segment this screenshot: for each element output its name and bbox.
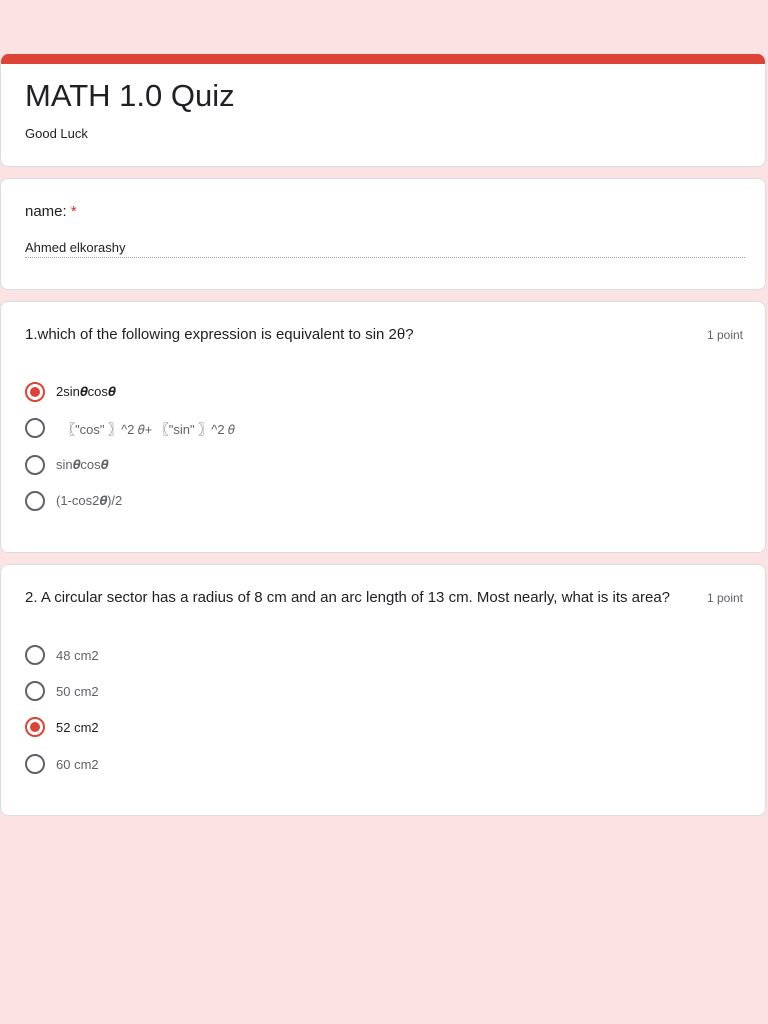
name-question-card <box>0 178 766 290</box>
option-label: 2sin𝜽cos𝜽 <box>56 384 116 399</box>
form-title: MATH 1.0 Quiz <box>25 78 235 113</box>
radio-button[interactable] <box>25 645 45 665</box>
radio-button[interactable] <box>25 418 45 438</box>
name-answer-input[interactable] <box>25 237 745 258</box>
radio-button[interactable] <box>25 455 45 475</box>
required-asterisk: * <box>70 203 77 220</box>
radio-button-checked[interactable] <box>25 382 45 402</box>
accent-bar <box>1 54 765 64</box>
question-1-option-4[interactable] <box>25 489 122 513</box>
option-label: 48 cm2 <box>56 647 99 663</box>
option-label: 52 cm2 <box>56 719 99 735</box>
option-label: sin𝜽cos𝜽 <box>56 457 109 472</box>
question-1-text: 1.which of the following expression is equivalent to sin 2θ? <box>25 326 414 343</box>
question-1-points: 1 point <box>706 328 743 342</box>
question-2-text: 2. A circular sector has a radius of 8 cm and an arc length of 13 cm. Most nearly, what is its area? <box>25 589 671 606</box>
option-label: 50 cm2 <box>56 683 99 699</box>
question-2-points: 1 point <box>706 591 743 605</box>
question-2-option-4[interactable] <box>25 752 99 776</box>
name-question-label <box>25 203 77 220</box>
radio-button[interactable] <box>25 491 45 511</box>
question-2-option-2[interactable] <box>25 679 99 703</box>
option-label: (1-cos2𝜽)/2 <box>56 493 123 508</box>
option-label: 60 cm2 <box>56 756 99 772</box>
radio-button-checked[interactable] <box>25 717 45 737</box>
question-1-option-3[interactable] <box>25 453 108 477</box>
option-label: 〖"cos" 〗^2 𝜃+ 〖"sin" 〗^2 𝜃 <box>62 421 235 437</box>
question-card-2 <box>0 564 766 816</box>
form-header-card <box>0 54 766 167</box>
name-label-text: name: <box>25 203 67 220</box>
form-description: Good Luck <box>25 126 88 141</box>
radio-button[interactable] <box>25 754 45 774</box>
radio-button[interactable] <box>25 681 45 701</box>
question-1-option-2[interactable] <box>25 416 235 440</box>
question-card-1 <box>0 301 766 553</box>
question-1-option-1[interactable] <box>25 380 116 404</box>
question-2-option-1[interactable] <box>25 643 99 667</box>
question-2-option-3[interactable] <box>25 715 99 739</box>
